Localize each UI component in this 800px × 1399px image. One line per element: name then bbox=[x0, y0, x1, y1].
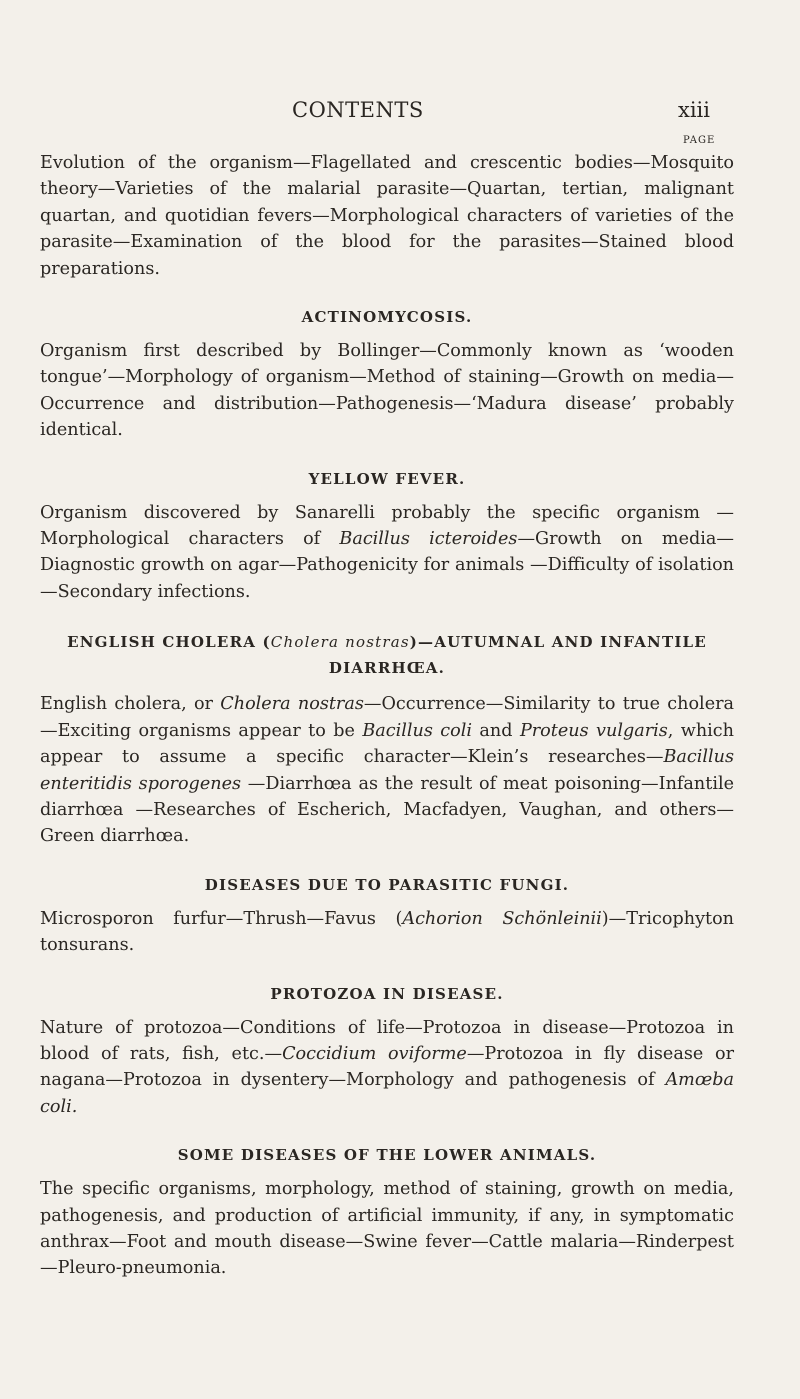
italic-run: Cholera nostras bbox=[220, 694, 364, 715]
section-parasitic-fungi-paragraph bbox=[40, 906, 734, 959]
section-lower-animals-paragraph: The specific organisms, morphology, method of staining, growth on media, pathogenesis, and production of artificial immunity, if any, in symptomatic anthrax—Foot and mouth disease—Swine fever—Cattle malaria—Rinderpest—Pleuro-pneumonia. bbox=[40, 1179, 734, 1279]
heading-italic-run: Cholera nostras bbox=[270, 633, 410, 652]
section-heading-yellow-fever: YELLOW FEVER. bbox=[308, 469, 466, 488]
section-heading-english-cholera bbox=[40, 629, 734, 681]
italic-run: Achorion Schönleinii bbox=[402, 908, 602, 929]
text-run: and bbox=[472, 720, 520, 741]
text-run: Microsporon furfur—Thrush—Favus ( bbox=[40, 908, 403, 929]
text-run: —Growth on media—Diagnostic growth on agar—Pathogenicity for animals —Difficulty of isolation—Secondary infections. bbox=[40, 529, 734, 602]
section-actinomycosis-paragraph: Organism first described by Bollinger—Commonly known as ‘wooden tongue’—Morphology of organism—Method of staining—Growth on media—Occurrence and distribution—Pathogenesis—‘Madura disease’ probably identical. bbox=[40, 341, 734, 441]
section-protozoa-paragraph bbox=[40, 1015, 734, 1121]
italic-run: Coccidium oviforme bbox=[282, 1043, 467, 1064]
section-english-cholera-paragraph bbox=[40, 691, 734, 849]
section-heading-protozoa: PROTOZOA IN DISEASE. bbox=[270, 984, 504, 1003]
page-column-label: PAGE bbox=[683, 135, 716, 146]
section-yellow-fever-paragraph bbox=[40, 500, 734, 606]
section-malaria-paragraph: Evolution of the organism—Flagellated and crescentic bodies—Mosquito theory—Varieties of the malarial parasite—Quartan, tertian, malignant quartan, and quotidian fevers—Morphological characters of varieties of the parasite—Examination of the blood for the parasites—Stained blood preparations. bbox=[40, 153, 734, 279]
section-heading-actinomycosis: ACTINOMYCOSIS. bbox=[301, 308, 473, 327]
text-run: —Protozoa in fly disease or nagana—Protozoa in dysentery—Morphology and pathogenesis of bbox=[40, 1043, 734, 1091]
heading-run: )—AUTUMNAL AND INFANTILE DIARRHŒA. bbox=[328, 633, 707, 678]
text-run: —Occurrence—Similarity to true cholera—Exciting organisms appear to be bbox=[40, 694, 734, 741]
text-run: English cholera, or bbox=[40, 694, 221, 715]
section-heading-parasitic-fungi: DISEASES DUE TO PARASITIC FUNGI. bbox=[204, 875, 570, 894]
heading-run: ENGLISH CHOLERA ( bbox=[67, 633, 271, 652]
italic-run: Bacillus icteroides bbox=[339, 529, 518, 550]
section-heading-lower-animals: SOME DISEASES OF THE LOWER ANIMALS. bbox=[177, 1146, 597, 1165]
italic-run: Bacillus enteritidis sporogenes bbox=[40, 747, 734, 794]
running-head: CONTENTS bbox=[292, 98, 424, 122]
page-number: xiii bbox=[678, 98, 710, 122]
italic-run: Bacillus coli bbox=[362, 720, 472, 741]
italic-run: Proteus vulgaris bbox=[519, 720, 668, 741]
text-run: Organism discovered by Sanarelli probably the specific organism —Morphological characters of bbox=[40, 502, 734, 550]
text-run: )—Tricophyton tonsurans. bbox=[40, 908, 734, 956]
italic-run: Amœba coli. bbox=[40, 1070, 734, 1117]
page-header bbox=[0, 98, 800, 128]
text-run: —Diarrhœa as the result of meat poisoning—Infantile diarrhœa —Researches of Escherich, Macfadyen, Vaughan, and others—Green diarrhœa. bbox=[40, 773, 734, 847]
contents-body bbox=[40, 150, 734, 1282]
text-run: Nature of protozoa—Conditions of life—Protozoa in disease—Protozoa in blood of rats, fish, etc.— bbox=[40, 1017, 734, 1064]
text-run: , which appear to assume a specific character—Klein’s researches— bbox=[40, 720, 734, 768]
